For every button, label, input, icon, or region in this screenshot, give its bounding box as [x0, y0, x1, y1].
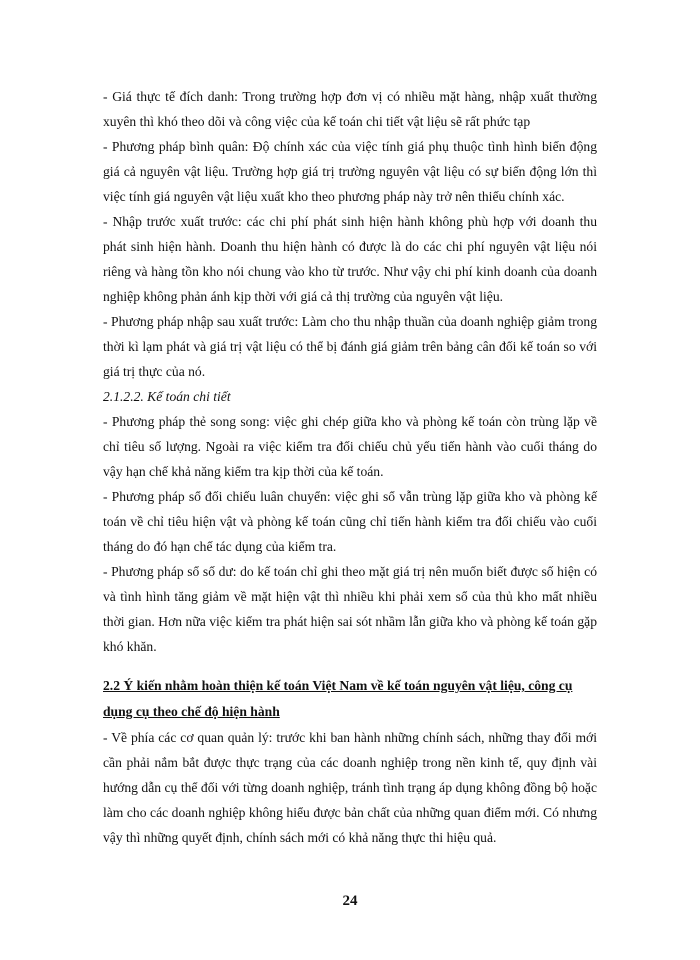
- subheading-detailed-accounting: 2.1.2.2. Kế toán chi tiết: [103, 389, 231, 404]
- paragraph-fifo: - Nhập trước xuất trước: các chi phí phát sinh hiện hành không phù hợp với doanh thu phát sinh hiện hành. Doanh thu hiện hành có được là do các chi phí nguyên vật liệu nói riêng và hàng tồn kho nói chung vào kho từ trước. Như vậy chi phí kinh doanh của doanh nghiệp không phản ánh kịp thời với giá cả thị trường của nguyên vật liệu.: [103, 214, 597, 304]
- document-page: [103, 84, 597, 850]
- paragraph-rotation-ledger: - Phương pháp sổ đối chiếu luân chuyển: việc ghi sổ vẫn trùng lặp giữa kho và phòng kế toán về chỉ tiêu hiện vật và phòng kế toán cũng chỉ tiến hành kiểm tra đối chiếu vào cuối tháng do đó hạn chế tác dụng của kiểm tra.: [103, 489, 597, 554]
- paragraph-average-method: - Phương pháp bình quân: Độ chính xác của việc tính giá phụ thuộc tình hình biến động giá cả nguyên vật liệu. Trường hợp giá trị trường nguyên vật liệu có sự biến động lớn thì việc tính giá nguyên vật liệu xuất kho theo phương pháp này trở nên thiếu chính xác.: [103, 139, 597, 204]
- paragraph-lifo: - Phương pháp nhập sau xuất trước: Làm cho thu nhập thuần của doanh nghiệp giảm trong thời kì lạm phát và giá trị vật liệu có thể bị đánh giá giảm trên bảng cân đối kế toán so với giá trị thực của nó.: [103, 314, 597, 379]
- page-number: 24: [342, 893, 358, 909]
- paragraph-parallel-card: - Phương pháp thẻ song song: việc ghi chép giữa kho và phòng kế toán còn trùng lặp về chỉ tiêu số lượng. Ngoài ra việc kiểm tra đối chiếu chủ yếu tiến hành vào cuối tháng do vậy hạn chế khả năng kiểm tra kịp thời của kế toán.: [103, 414, 597, 479]
- paragraph-balance-ledger: - Phương pháp sổ số dư: do kế toán chỉ ghi theo mặt giá trị nên muốn biết được số hiện có và tình hình tăng giảm về mặt hiện vật thì nhiều khi phải xem sổ của thủ kho mất nhiều thời gian. Hơn nữa việc kiểm tra phát hiện sai sót nhầm lẫn giữa kho và phòng kế toán gặp khó khăn.: [103, 564, 597, 654]
- paragraph-management-agencies: - Về phía các cơ quan quản lý: trước khi ban hành những chính sách, những thay đổi mới cần phải nắm bắt được thực trạng của các doanh nghiệp trong nền kinh tế, quy định vài hướng dẫn cụ thể đối với từng doanh nghiệp, tránh tình trạng áp dụng không đồng bộ hoặc làm cho các doanh nghiệp không hiểu được bản chất của những quan điểm mới. Có nhưng vậy thì những quyết định, chính sách mới có khả năng thực thi hiệu quả.: [103, 730, 597, 845]
- paragraph-actual-price: - Giá thực tế đích danh: Trong trường hợp đơn vị có nhiều mặt hàng, nhập xuất thường xuyên thì khó theo dõi và công việc của kế toán chi tiết vật liệu sẽ rất phức tạp: [103, 89, 597, 129]
- section-heading: 2.2 Ý kiến nhằm hoàn thiện kế toán Việt Nam về kế toán nguyên vật liệu, công cụ dụng cụ theo chế độ hiện hành: [103, 678, 573, 719]
